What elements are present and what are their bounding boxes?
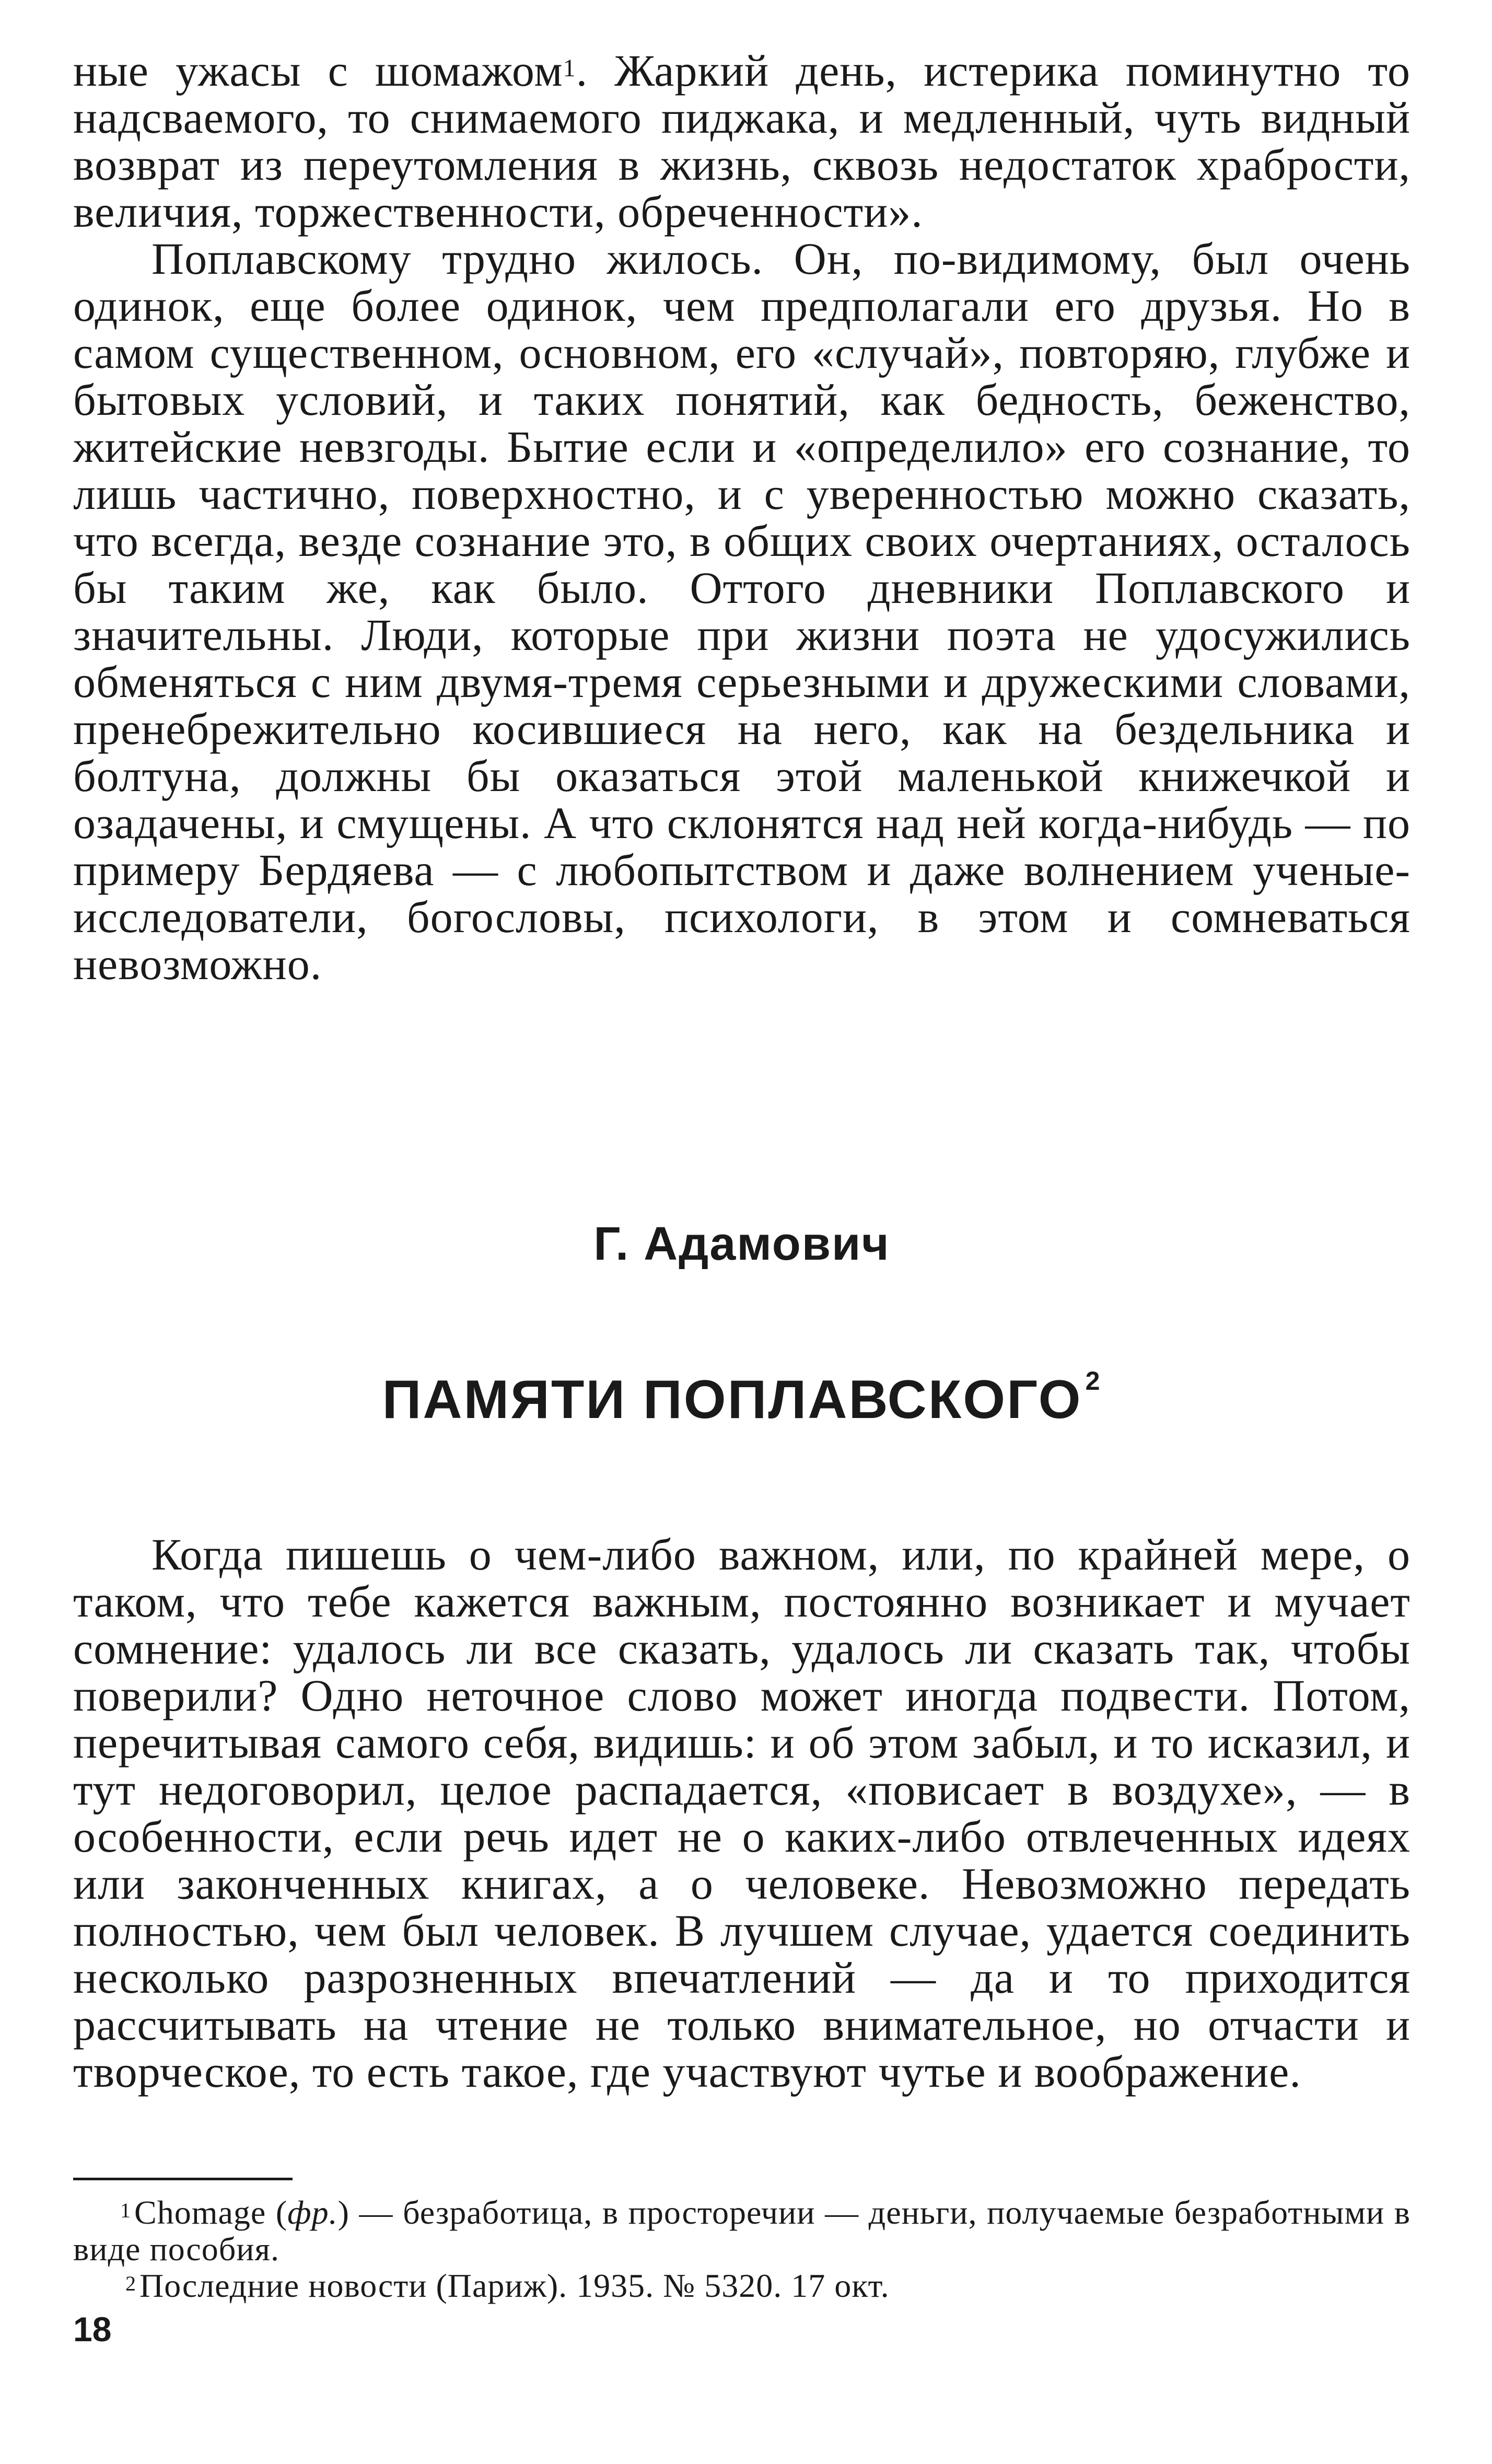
article-body (73, 1531, 1411, 2095)
author-name: Г. Адамович (593, 1218, 890, 1270)
article-title-text: ПАМЯТИ ПОПЛАВСКОГО (382, 1369, 1082, 1430)
paragraph-poplavsky-lonely: Поплавскому трудно жилось. Он, по-видимому, был очень одинок, еще более одинок, чем предполагали его друзья. Но в самом существенном, основном, его «случай», повторяю, глубже и бытовых условий, и таких понятий, как бедность, беженство, житейские невзгоды. Бытие если и «определило» его сознание, то лишь частично, поверхностно, и с уверенностью можно сказать, что всегда, везде сознание это, в общих своих очертаниях, осталось бы таким же, как было. Оттого дневники Поплавского и значительны. Люди, которые при жизни поэта не удосужились обменяться с ним двумя-тремя серьезными и дружескими словами, пренебрежительно косившиеся на него, как на бездельника и болтуна, должны бы оказаться этой маленькой книжечкой и озадачены, и смущены. А что склонятся над ней когда-нибудь — по примеру Бердяева — с любопытством и даже волнением ученые-исследователи, богословы, психологи, в этом и сомневаться невозможно. (73, 234, 1411, 989)
paragraph-article-opening: Когда пишешь о чем-либо важном, или, по крайней мере, о таком, что тебе кажется важным, постоянно возникает и мучает сомнение: удалось ли все сказать, удалось ли сказать так, чтобы поверили? Одно неточное слово может иногда подвести. Потом, перечитывая самого себя, видишь: и об этом забыл, и то исказил, и тут недоговорил, целое распадается, «повисает в воздухе», — в особенности, если речь идет не о каких-либо отвлеченных идеях или законченных книгах, а о человеке. Невозможно передать полностью, чем был человек. В лучшем случае, удается соединить несколько разрозненных впечатлений — да и то приходится рассчитывать на чтение не только внимательное, но отчасти и творческое, то есть такое, где участвуют чутье и воображение. (73, 1529, 1411, 2097)
continuation-paragraph (73, 47, 1411, 235)
footnote-1: $^1$Chomage (фр.) — безработица, в просторечии — деньги, получаемые безработными в виде пособия. (73, 2194, 1411, 2268)
footnote-divider (73, 2178, 293, 2180)
footnote-1-abbr: фр. (287, 2194, 338, 2231)
footnote-1-mark: 1 (120, 2199, 131, 2222)
article-title (73, 1366, 1411, 1431)
footnote-2-mark: 2 (125, 2272, 136, 2295)
continuation-text-end: . Жаркий день, истерика поминутно то надсваемого, то снимаемого пиджака, и медленный, чуть видный возврат из переутомления в жизнь, сквозь недостаток храбрости, величия, торжественности, обреченности». (73, 45, 1411, 237)
footnote-1-term: Chomage (134, 2194, 266, 2231)
footnote-reference-1[interactable]: 1 (563, 54, 576, 82)
page (73, 47, 1411, 987)
continuation-text-start: ные ужасы с шомажом (73, 45, 563, 96)
footnote-2-text: Последние новости (Париж). 1935. № 5320. 17 окт. (139, 2267, 890, 2304)
footnote-1-text: — безработица, в просторечии — деньги, получаемые безработными в виде пособия. (73, 2194, 1411, 2268)
page-number: 18 (73, 2310, 112, 2349)
footnotes (73, 2194, 1411, 2304)
footnote-2 (73, 2268, 1411, 2304)
footnote-reference-2[interactable]: 2 (1085, 1366, 1102, 1396)
